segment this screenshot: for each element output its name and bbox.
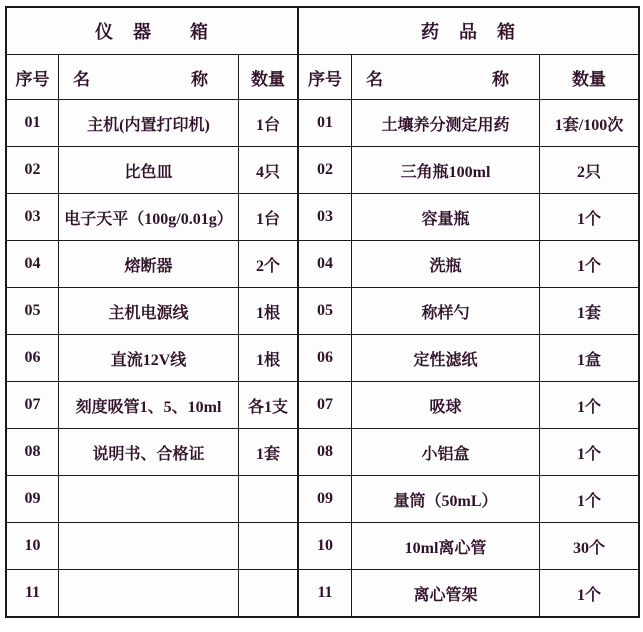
row-qty: 1套 xyxy=(238,428,297,475)
instrument-box-table xyxy=(7,8,297,616)
row-no: 10 xyxy=(299,522,351,569)
row-qty xyxy=(238,522,297,569)
row-qty: 2只 xyxy=(539,146,638,193)
medicine-col-header-qty: 数量 xyxy=(539,54,638,99)
medicine-col-header-name-left: 名 xyxy=(366,69,383,89)
row-no: 03 xyxy=(7,193,58,240)
instrument-col-header-name-right: 称 xyxy=(191,69,208,89)
row-name: 吸球 xyxy=(351,381,539,428)
row-qty xyxy=(238,569,297,616)
row-qty: 各1支 xyxy=(238,381,297,428)
row-no: 04 xyxy=(7,240,58,287)
instrument-col-header-name-left: 名 xyxy=(73,69,90,89)
row-no: 11 xyxy=(299,569,351,616)
inventory-sheet xyxy=(5,6,640,618)
row-name: 10ml离心管 xyxy=(351,522,539,569)
row-qty: 1套 xyxy=(539,287,638,334)
medicine-col-header-name-right: 称 xyxy=(492,69,509,89)
row-no: 07 xyxy=(7,381,58,428)
row-name: 熔断器 xyxy=(58,240,238,287)
row-qty xyxy=(238,475,297,522)
row-qty: 1根 xyxy=(238,287,297,334)
row-name: 说明书、合格证 xyxy=(58,428,238,475)
row-name: 三角瓶100ml xyxy=(351,146,539,193)
row-no: 08 xyxy=(7,428,58,475)
row-no: 06 xyxy=(7,334,58,381)
row-name xyxy=(58,475,238,522)
row-no: 05 xyxy=(299,287,351,334)
medicine-box-table xyxy=(297,8,638,616)
row-qty: 1台 xyxy=(238,99,297,146)
row-qty: 2个 xyxy=(238,240,297,287)
row-name: 量筒（50mL） xyxy=(351,475,539,522)
row-name xyxy=(58,569,238,616)
row-qty: 1个 xyxy=(539,569,638,616)
row-name: 容量瓶 xyxy=(351,193,539,240)
instrument-col-header-qty: 数量 xyxy=(238,54,297,99)
row-name: 定性滤纸 xyxy=(351,334,539,381)
row-name: 电子天平（100g/0.01g） xyxy=(58,193,238,240)
row-name: 刻度吸管1、5、10ml xyxy=(58,381,238,428)
row-qty: 1套/100次 xyxy=(539,99,638,146)
row-qty: 1个 xyxy=(539,428,638,475)
row-no: 08 xyxy=(299,428,351,475)
row-no: 01 xyxy=(7,99,58,146)
row-qty: 1个 xyxy=(539,475,638,522)
row-name: 主机(内置打印机) xyxy=(58,99,238,146)
row-qty: 1个 xyxy=(539,381,638,428)
row-no: 06 xyxy=(299,334,351,381)
row-no: 05 xyxy=(7,287,58,334)
medicine-box-title: 药 品 箱 xyxy=(421,22,516,42)
row-qty: 1个 xyxy=(539,193,638,240)
row-qty: 4只 xyxy=(238,146,297,193)
medicine-col-header-no: 序号 xyxy=(299,54,351,99)
row-no: 11 xyxy=(7,569,58,616)
row-qty: 1根 xyxy=(238,334,297,381)
row-no: 02 xyxy=(299,146,351,193)
row-qty: 30个 xyxy=(539,522,638,569)
row-name: 离心管架 xyxy=(351,569,539,616)
row-qty: 1台 xyxy=(238,193,297,240)
row-no: 01 xyxy=(299,99,351,146)
instrument-box-title: 仪 器 箱 xyxy=(95,22,209,42)
instrument-col-header-no: 序号 xyxy=(7,54,58,99)
row-no: 07 xyxy=(299,381,351,428)
row-no: 04 xyxy=(299,240,351,287)
row-no: 02 xyxy=(7,146,58,193)
row-no: 09 xyxy=(299,475,351,522)
instrument-col-header-name xyxy=(58,54,238,99)
medicine-col-header-name xyxy=(351,54,539,99)
row-name: 土壤养分测定用药 xyxy=(351,99,539,146)
row-name: 直流12V线 xyxy=(58,334,238,381)
row-qty: 1盒 xyxy=(539,334,638,381)
row-name: 主机电源线 xyxy=(58,287,238,334)
row-name: 称样勺 xyxy=(351,287,539,334)
row-name: 比色皿 xyxy=(58,146,238,193)
row-no: 10 xyxy=(7,522,58,569)
row-name xyxy=(58,522,238,569)
row-no: 09 xyxy=(7,475,58,522)
row-qty: 1个 xyxy=(539,240,638,287)
row-name: 小铝盒 xyxy=(351,428,539,475)
row-name: 洗瓶 xyxy=(351,240,539,287)
row-no: 03 xyxy=(299,193,351,240)
